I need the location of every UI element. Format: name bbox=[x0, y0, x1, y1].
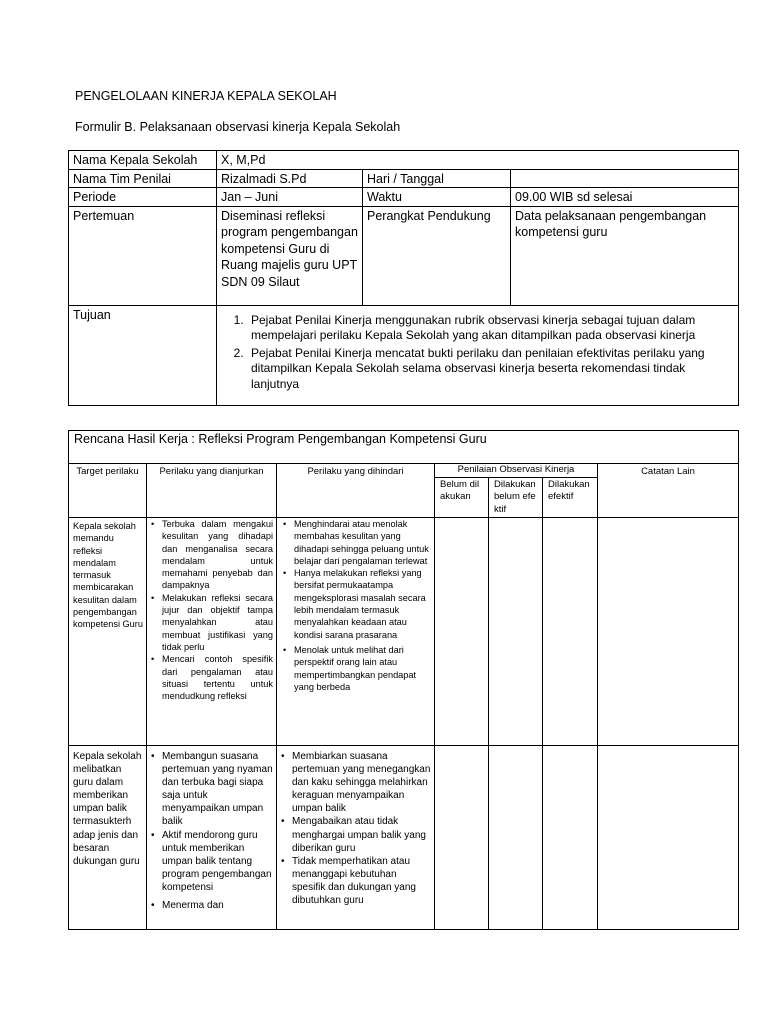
list-item: • Membiarkan suasana pertemuan yang menegangkan dan kaku sehingga melahirkan keraguan menyampaikan umpan balik bbox=[280, 750, 431, 815]
tujuan-content bbox=[217, 305, 739, 405]
header-target: Target perilaku bbox=[69, 464, 147, 518]
hari-label: Hari / Tanggal bbox=[363, 169, 511, 188]
list-item: • Tidak memperhatikan atau menanggapi kebutuhan spesifik dan dukungan yang dibutuhkan guru bbox=[280, 855, 431, 907]
dianjurkan-list bbox=[150, 518, 273, 702]
dilakukan-belum-efektif-cell bbox=[489, 518, 543, 746]
dianjurkan-cell bbox=[147, 746, 277, 930]
dihindari-cell bbox=[277, 746, 435, 930]
periode-label: Periode bbox=[69, 188, 217, 207]
dihindari-cell bbox=[277, 518, 435, 746]
belum-cell bbox=[435, 518, 489, 746]
dianjurkan-cell bbox=[147, 518, 277, 746]
pertemuan-value: Diseminasi refleksi program pengembangan kompetensi Guru di Ruang majelis guru UPT SDN 09 Silaut bbox=[217, 206, 363, 305]
kepala-value: X, M,Pd bbox=[217, 151, 739, 170]
list-item: • Aktif mendorong guru untuk memberikan umpan balik tentang program pengembangan kompetensi bbox=[150, 829, 273, 894]
target-cell: Kepala sekolah melibatkan guru dalam memberikan umpan balik termasukterh adap jenis dan besaran dukungan guru bbox=[69, 746, 147, 930]
tujuan-item: 1. Pejabat Penilai Kinerja menggunakan rubrik observasi kinerja sebagai tujuan dalam mempelajari perilaku Kepala Sekolah yang akan ditampilkan pada observasi kinerja bbox=[247, 313, 734, 344]
dilakukan-belum-efektif-cell bbox=[489, 746, 543, 930]
list-item: • Menolak untuk melihat dari perspektif orang lain atau mempertimbangkan pendapat yang berbeda bbox=[282, 644, 431, 693]
header-dilakukan-belum-efektif: Dilakukan belum efektif bbox=[489, 478, 543, 518]
dianjurkan-list bbox=[150, 750, 273, 912]
catatan-cell bbox=[598, 518, 739, 746]
document-title: PENGELOLAAN KINERJA KEPALA SEKOLAH bbox=[75, 89, 337, 103]
header-dilakukan-efektif: Dilakukan efektif bbox=[543, 478, 598, 518]
header-dihindari: Perilaku yang dihindari bbox=[277, 464, 435, 518]
list-item: • Menerma dan bbox=[150, 899, 273, 912]
tujuan-label: Tujuan bbox=[69, 305, 217, 405]
dilakukan-efektif-cell bbox=[543, 746, 598, 930]
waktu-label: Waktu bbox=[363, 188, 511, 207]
header-catatan: Catatan Lain bbox=[598, 464, 739, 518]
header-dianjurkan: Perilaku yang dianjurkan bbox=[147, 464, 277, 518]
dilakukan-efektif-cell bbox=[543, 518, 598, 746]
perangkat-label: Perangkat Pendukung bbox=[363, 206, 511, 305]
list-item: • Mencari contoh spesifik dari pengalaman atau situasi tertentu untuk mendudkung refleksi bbox=[150, 653, 273, 702]
perangkat-value: Data pelaksanaan pengembangan kompetensi guru bbox=[511, 206, 739, 305]
catatan-cell bbox=[598, 746, 739, 930]
dihindari-list bbox=[280, 750, 431, 907]
periode-value: Jan – Juni bbox=[217, 188, 363, 207]
target-cell: Kepala sekolah memandu refleksi mendalam termasuk membicarakan kesulitan dalam pengembangan kompetensi Guru bbox=[69, 518, 147, 746]
list-item: • Terbuka dalam mengakui kesulitan yang dihadapi dan menganalisa secara mendalam untuk memahami penyebab dan dampaknya bbox=[150, 518, 273, 592]
tim-value: Rizalmadi S.Pd bbox=[217, 169, 363, 188]
waktu-value: 09.00 WIB sd selesai bbox=[511, 188, 739, 207]
list-item: • Membangun suasana pertemuan yang nyaman dan terbuka bagi siapa saja untuk menyampaikan umpan balik bbox=[150, 750, 273, 829]
list-item: • Melakukan refleksi secara jujur dan objektif tampa menyalahkan atau membuat justifikasi yang tidak perlu bbox=[150, 592, 273, 653]
tim-label: Nama Tim Penilai bbox=[69, 169, 217, 188]
form-subtitle: Formulir B. Pelaksanaan observasi kinerja Kepala Sekolah bbox=[75, 120, 401, 134]
pertemuan-label: Pertemuan bbox=[69, 206, 217, 305]
belum-cell bbox=[435, 746, 489, 930]
hari-value bbox=[511, 169, 739, 188]
list-item: • Hanya melakukan refleksi yang bersifat permukaatampa mengeksplorasi masalah secara lebih mendalam termasuk menyalahkan keadaan atau kondisi sarana prasarana bbox=[282, 567, 431, 641]
dihindari-list bbox=[280, 518, 431, 693]
plan-title: Rencana Hasil Kerja : Refleksi Program Pengembangan Kompetensi Guru bbox=[69, 431, 739, 464]
list-item: • Mengabaikan atau tidak menghargai umpan balik yang diberikan guru bbox=[280, 815, 431, 854]
list-item: • Menghindarai atau menolak membahas kesulitan yang dihadapi sehingga peluang untuk belajar dari pengalaman terlewat bbox=[282, 518, 431, 567]
tujuan-list bbox=[221, 313, 734, 393]
tujuan-item: 2. Pejabat Penilai Kinerja mencatat bukti perilaku dan penilaian efektivitas perilaku yang ditampilkan Kepala Sekolah selama observasi kinerja beserta rekomendasi tindak lanjutnya bbox=[247, 346, 734, 393]
header-belum: Belum dilakukan bbox=[435, 478, 489, 518]
plan-table bbox=[68, 430, 739, 930]
info-table bbox=[68, 150, 739, 406]
header-penilaian: Penilaian Observasi Kinerja bbox=[435, 464, 598, 478]
kepala-label: Nama Kepala Sekolah bbox=[69, 151, 217, 170]
